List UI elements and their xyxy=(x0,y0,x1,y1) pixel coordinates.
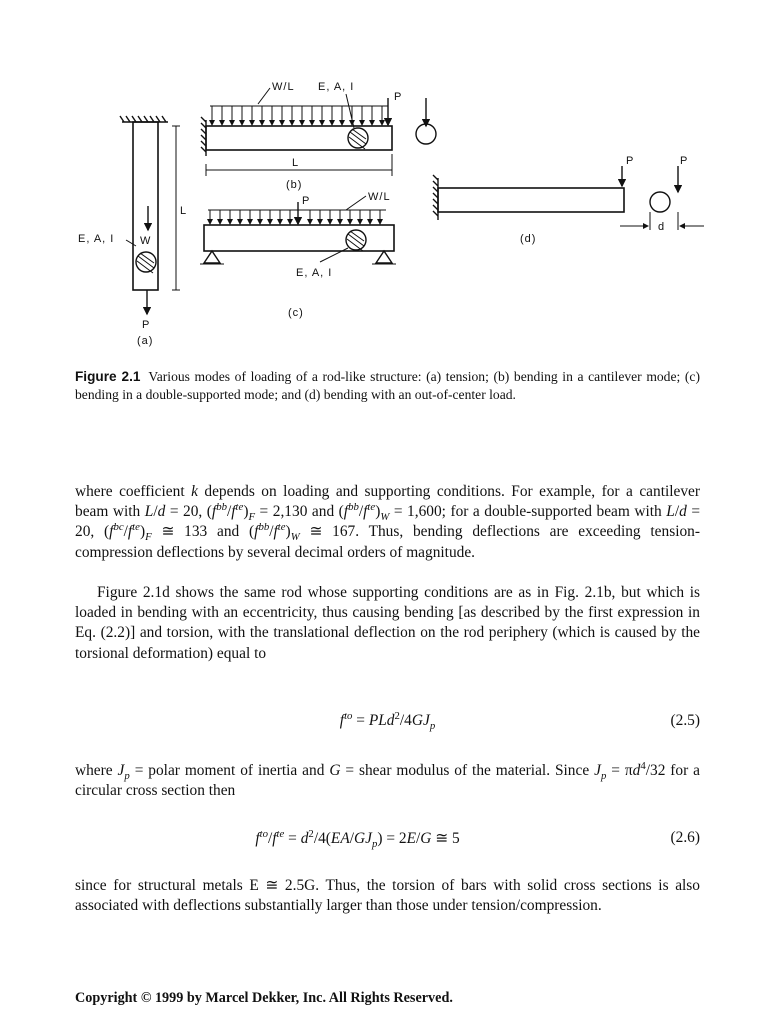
label-a-panel: (a) xyxy=(137,335,154,347)
label-b-distributed: W/L xyxy=(272,81,295,93)
label-a-props: E, A, I xyxy=(78,233,115,245)
label-a-weight: W xyxy=(140,235,152,247)
figure-2-1 xyxy=(78,70,720,360)
label-c-load: P xyxy=(302,195,311,207)
caption-label: Figure 2.1 xyxy=(75,369,141,384)
figure-caption xyxy=(75,368,700,404)
paragraph-polar-moment: where $J_p$ = polar moment of inertia and G = shear modulus of the material. Since $J_p = \pi d^4/32$ for a circular cross section then xyxy=(75,759,701,800)
label-b-panel: (b) xyxy=(286,179,303,191)
equation-2-6-number: (2.6) xyxy=(670,829,700,846)
label-c-distributed: W/L xyxy=(368,191,391,203)
label-b-props: E, A, I xyxy=(318,81,355,93)
label-d-load1: P xyxy=(626,155,635,167)
label-b-length: L xyxy=(292,157,300,169)
paragraph-coefficient: where coefficient k depends on loading and supporting conditions. For example, for a cantilever beam with L/d = 20, $(f^{bb}/f^{te})_F = 2,130$ and $(f^{bb}/f^{te})_W = 1,600$; for a double-supported beam with L/d = 20, $(f^{bc}/f^{te})_F$ ≅ 133 and $(f^{bb}/f^{te})_W$ ≅ 167. Thus, bending deflections are exceeding tension-compression deflections by several decimal orders of magnitude. xyxy=(75,483,701,561)
label-b-load: P xyxy=(394,91,403,103)
paragraph-figure-2-1d: Figure 2.1d shows the same rod whose supporting conditions are as in Fig. 2.1b, but which is loaded in bending with an eccentricity, thus causing bending [as described by the first expression in Eq. (2.2)] and torsion, with the translational deflection on the rod periphery (which is caused by the torsional deformation) equal to xyxy=(75,584,700,662)
label-d-load2: P xyxy=(680,155,689,167)
label-d-offset: d xyxy=(658,221,666,233)
copyright-footer: Copyright © 1999 by Marcel Dekker, Inc. All Rights Reserved. xyxy=(75,990,453,1006)
paragraph-structural-metals: since for structural metals E ≅ 2.5G. Thus, the torsion of bars with solid cross sections is also associated with deflections substantially larger than those under tension/compression. xyxy=(75,877,700,915)
equation-2-6 xyxy=(75,829,700,851)
equation-2-5-number: (2.5) xyxy=(670,712,700,729)
label-c-props: E, A, I xyxy=(296,267,333,279)
label-d-panel: (d) xyxy=(520,233,537,245)
equation-2-5 xyxy=(75,709,700,734)
label-c-panel: (c) xyxy=(288,307,304,319)
equation-2-5-expression: $f^{to} = PLd^2/4GJ_p$ xyxy=(339,709,436,733)
caption-text: Various modes of loading of a rod-like structure: (a) tension; (b) bending in a cantilever mode; (c) bending in a double-supported mode; and (d) bending with an out-of-center load. xyxy=(75,369,700,402)
equation-2-6-expression: $f^{to}/f^{te} = d^2/4(EA/GJ_p) = 2E/G$ ≅ 5 xyxy=(255,827,460,851)
label-a-load: P xyxy=(142,319,151,331)
label-a-length: L xyxy=(180,205,188,217)
loading-modes-diagram xyxy=(78,70,720,360)
